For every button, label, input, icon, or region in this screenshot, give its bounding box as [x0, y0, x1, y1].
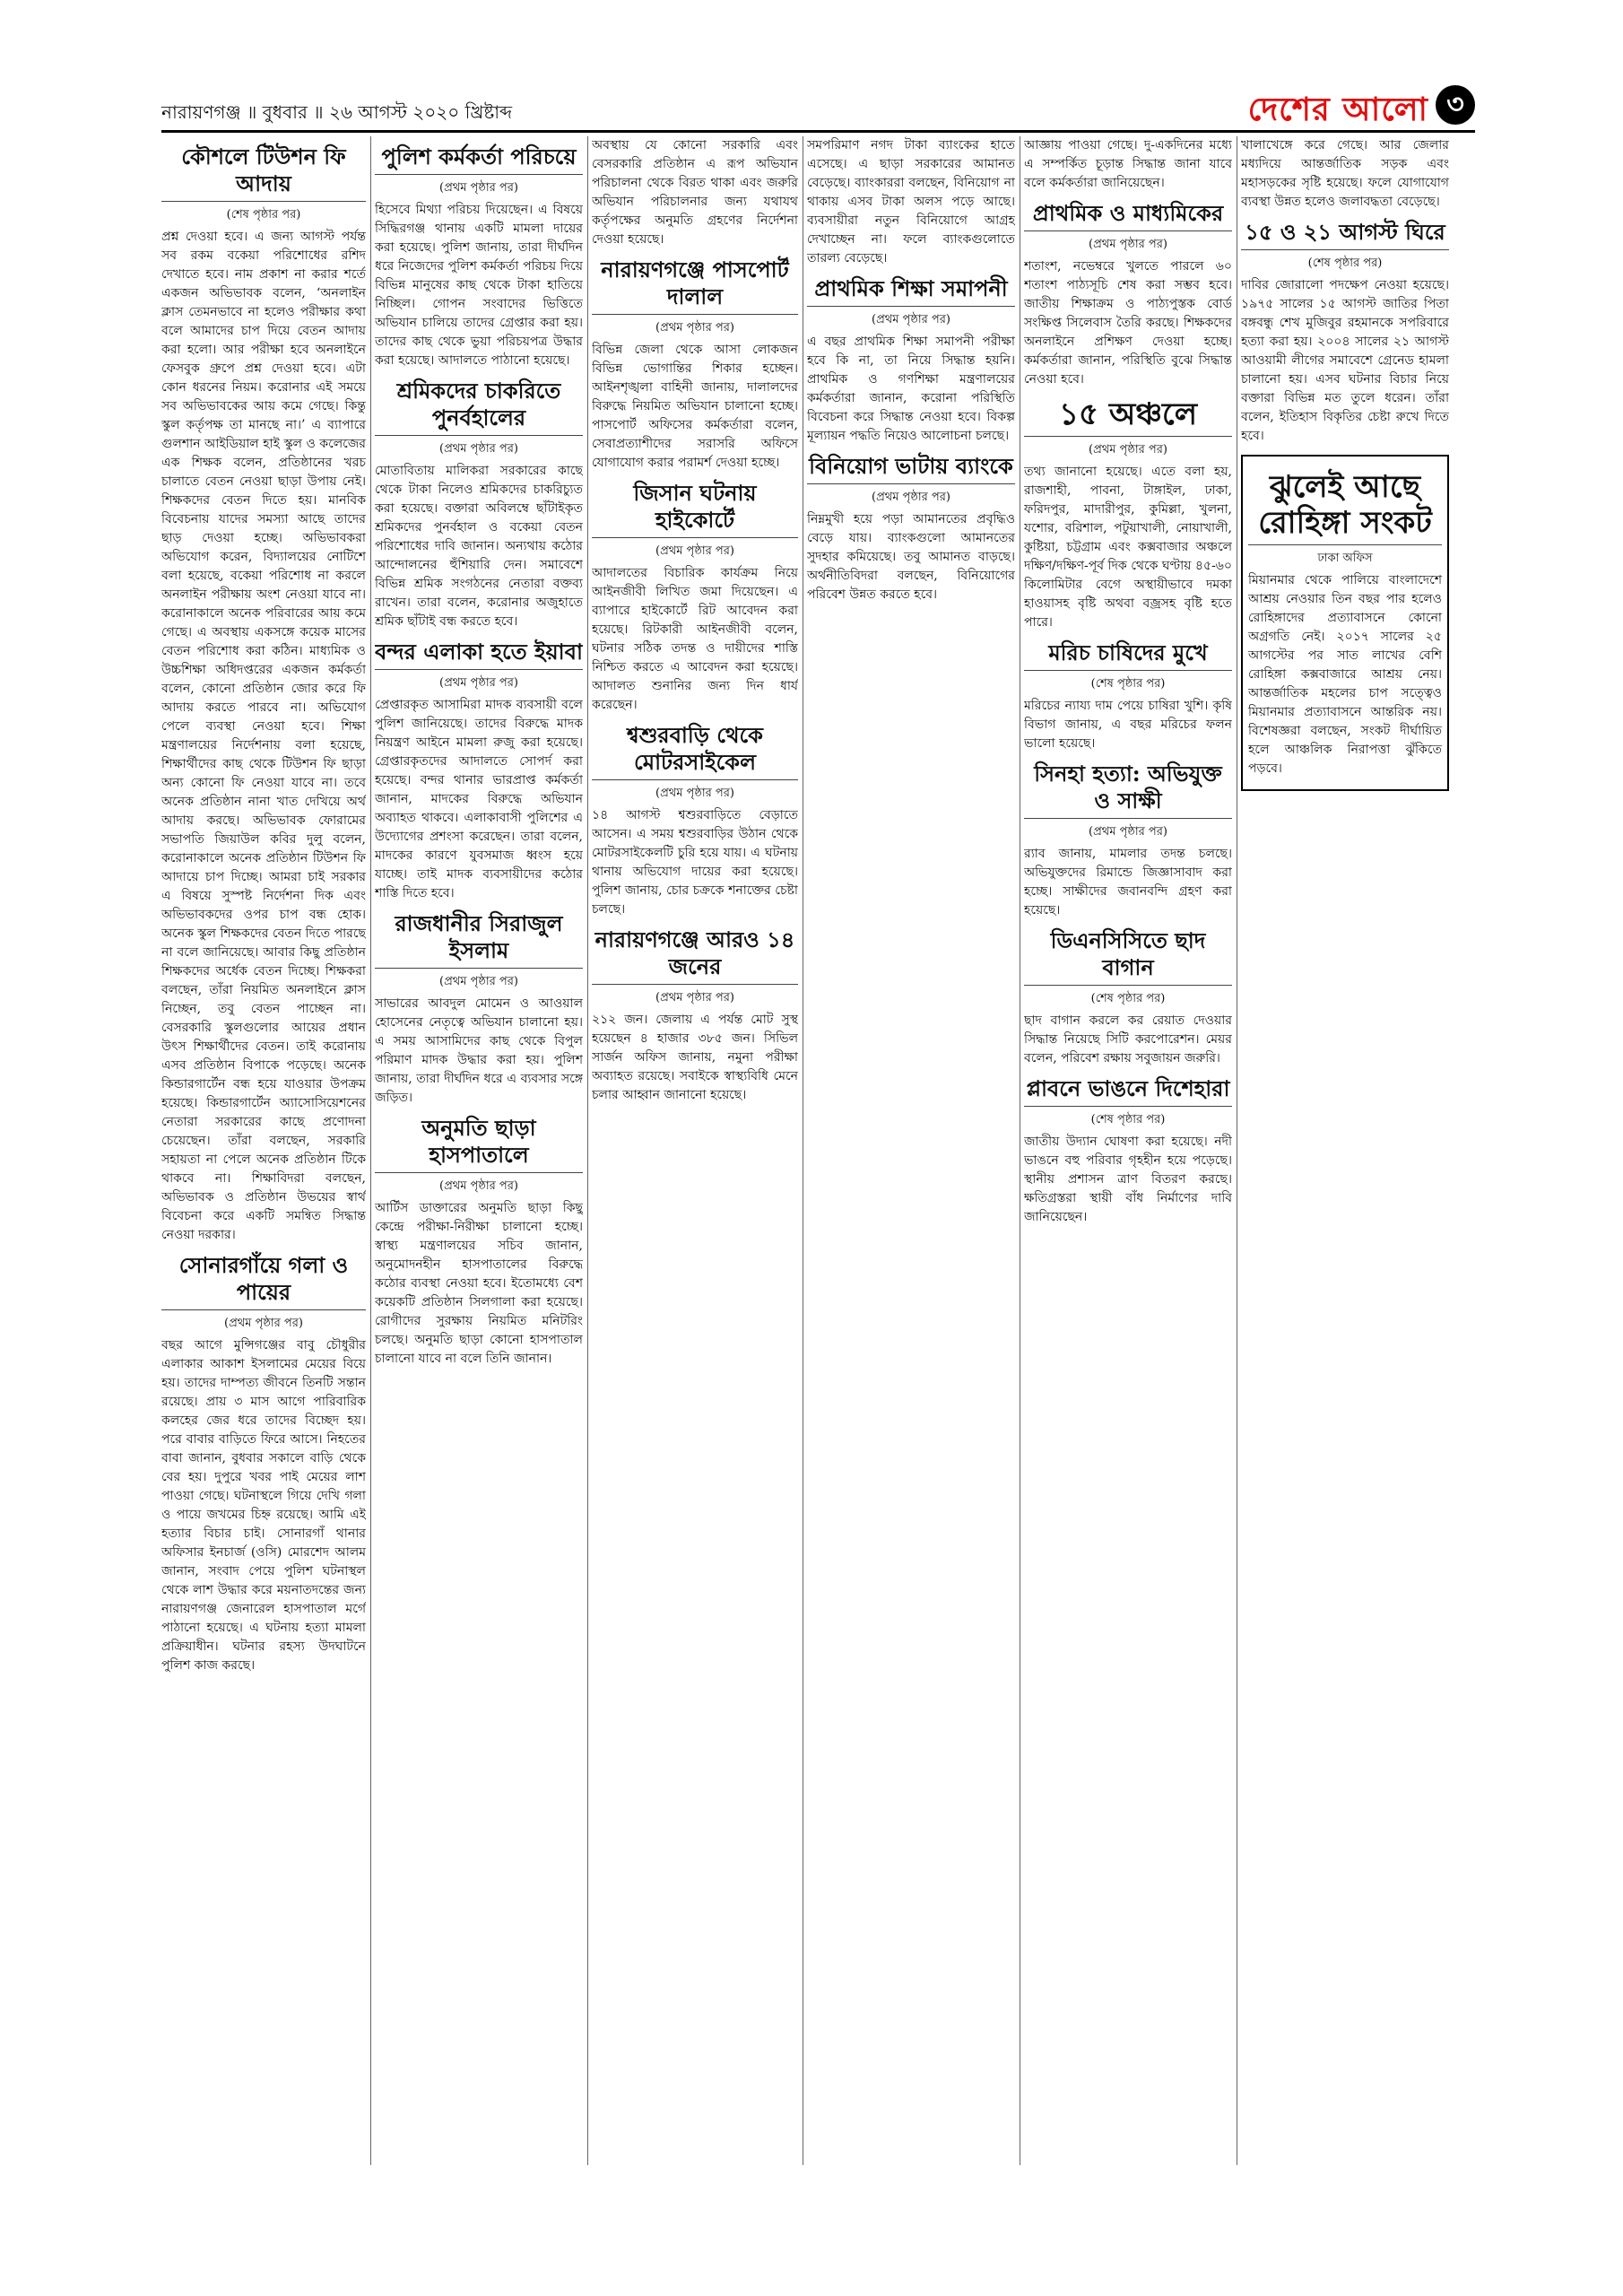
article-continuation-note: (প্রথম পৃষ্ঠার পর): [872, 313, 950, 326]
article-continuation-note: (প্রথম পৃষ্ঠার পর): [1089, 825, 1167, 839]
article-body: তথ্য জানানো হয়েছে। এতে বলা হয়, রাজশাহী, পাবনা, টাঙ্গাইল, ঢাকা, ফরিদপুর, মাদারীপুর, কুমিল্লা, খুলনা, যশোর, বরিশাল, পটুয়াখালী, নোয়াখালী, কুষ্টিয়া, চট্টগ্রাম এবং কক্সবাজার অঞ্চলে দক্ষিণ/দক্ষিণ-পূর্ব দিক থেকে ঘণ্টায় ৪৫-৬০ কিলোমিটার বেগে অস্থায়ীভাবে দমকা হাওয়াসহ বৃষ্টি অথবা বজ্রসহ বৃষ্টি হতে পারে।: [1024, 465, 1232, 630]
article-continuation-note: (প্রথম পৃষ্ঠার পর): [655, 787, 734, 800]
article: [1241, 136, 1449, 212]
article-headline: বন্দর এলাকা হতে ইয়াবা: [375, 639, 583, 670]
article-continuation-note: (প্রথম পৃষ্ঠার পর): [872, 491, 950, 504]
article-body: হিসেবে মিথ্যা পরিচয় দিয়েছেন। এ বিষয়ে সিদ্ধিরগঞ্জ থানায় একটি মামলা দায়ের করা হয়েছে। পুলিশ জানায়, তারা দীর্ঘদিন ধরে নিজেদের পুলিশ কর্মকর্তা পরিচয় দিয়ে বিভিন্ন মানুষের কাছ থেকে টাকা হাতিয়ে নিচ্ছিল। গোপন সংবাদের ভিত্তিতে অভিযান চালিয়ে তাদের গ্রেপ্তার করা হয়। তাদের কাছ থেকে ভুয়া পরিচয়পত্র উদ্ধার করা হয়েছে। আদালতে পাঠানো হয়েছে।: [375, 203, 583, 368]
date-line: নারায়ণগঞ্জ ॥ বুধবার ॥ ২৬ আগস্ট ২০২০ খ্রিষ্টাব্দ: [161, 101, 513, 123]
article-continuation-note: (প্রথম পৃষ্ঠার পর): [655, 991, 734, 1004]
article: [1024, 1075, 1232, 1227]
article-continuation-note: (প্রথম পৃষ্ঠার পর): [439, 975, 518, 988]
article-body: সাভারের আবদুল মোমেন ও আওয়াল হোসেনের নেতৃত্বে অভিযান চালানো হয়। এ সময় আসামিদের কাছ থেকে বিপুল পরিমাণ মাদক উদ্ধার করা হয়। পুলিশ জানায়, তারা দীর্ঘদিন ধরে এ ব্যবসার সঙ্গে জড়িত।: [375, 996, 583, 1105]
article-body: সমপরিমাণ নগদ টাকা ব্যাংকের হাতে এসেছে। এ ছাড়া সরকারের আমানত বেড়েছে। ব্যাংকাররা বলছেন, বিনিয়োগ না থাকায় এসব টাকা অলস পড়ে আছে। ব্যবসায়ীরা নতুন বিনিয়োগে আগ্রহ দেখাচ্ছেন না। ফলে ব্যাংকগুলোতে তারল্য বেড়েছে।: [807, 138, 1015, 265]
column-3: [592, 136, 798, 2165]
column-6: [1241, 136, 1449, 2165]
article: [375, 144, 583, 370]
article-headline: প্রাথমিক ও মাধ্যমিকের: [1024, 200, 1232, 231]
article: [592, 257, 798, 473]
article: [592, 136, 798, 249]
article-headline: নারায়ণগঞ্জে আরও ১৪ জনের: [592, 926, 798, 985]
article-headline: মরিচ চাষিদের মুখে: [1024, 639, 1232, 671]
article-body: মরিচের ন্যায্য দাম পেয়ে চাষিরা খুশি। কৃষি বিভাগ জানায়, এ বছর মরিচের ফলন ভালো হয়েছে।: [1024, 699, 1232, 751]
article: [807, 275, 1015, 446]
article-continuation-note: ঢাকা অফিস: [1317, 552, 1373, 565]
article-body: ২১২ জন। জেলায় এ পর্যন্ত মোট সুস্থ হয়েছেন ৪ হাজার ৩৮৫ জন। সিভিল সার্জন অফিস জানায়, নমুনা পরীক্ষা অব্যাহত রয়েছে। সবাইকে স্বাস্থ্যবিধি মেনে চলার আহ্বান জানানো হয়েছে।: [592, 1013, 798, 1102]
article-headline: ঝুলেই আছে রোহিঙ্গা সংকট: [1248, 469, 1442, 545]
article-headline: ডিএনসিসিতে ছাদ বাগান: [1024, 927, 1232, 986]
article-body: দাবির জোরালো পদক্ষেপ নেওয়া হয়েছে। ১৯৭৫ সালের ১৫ আগস্ট জাতির পিতা বঙ্গবন্ধু শেখ মুজিবুর রহমানকে সপরিবারে হত্যা করা হয়। ২০০৪ সালের ২১ আগস্ট আওয়ামী লীগের সমাবেশে গ্রেনেড হামলা চালানো হয়। এসব ঘটনার বিচার নিয়ে বক্তারা বিভিন্ন মত তুলে ধরেন। তাঁরা বলেন, ইতিহাস বিকৃতির চেষ্টা রুখে দিতে হবে।: [1241, 278, 1449, 443]
article-headline: পুলিশ কর্মকর্তা পরিচয়ে: [375, 144, 583, 175]
article-body: মিয়ানমার থেকে পালিয়ে বাংলাদেশে আশ্রয় নেওয়ার তিন বছর পার হলেও রোহিঙ্গাদের প্রত্যাবাসনে কোনো অগ্রগতি নেই। ২০১৭ সালের ২৫ আগস্টের পর সাত লাখের বেশি রোহিঙ্গা কক্সবাজারে আশ্রয় নেয়। আন্তর্জাতিক মহলের চাপ সত্ত্বেও মিয়ানমার প্রত্যাবাসনে আন্তরিক নয়। বিশেষজ্ঞরা বলছেন, সংকট দীর্ঘায়িত হলে আঞ্চলিক নিরাপত্তা ঝুঁকিতে পড়বে।: [1248, 573, 1442, 776]
article-body: খালাখেঙ্গে করে গেছে। আর জেলার মধ্যদিয়ে আন্তর্জাতিক সড়ক এবং মহাসড়কের সৃষ্টি হয়েছে। ফলে যোগাযোগ ব্যবস্থা উন্নত হলেও জলাবদ্ধতা বেড়েছে।: [1241, 138, 1449, 209]
article-headline: প্রাথমিক শিক্ষা সমাপনী: [807, 275, 1015, 307]
article-headline: ১৫ অঞ্চলে: [1024, 396, 1232, 437]
article-body: আদালতের বিচারিক কার্যক্রম নিয়ে আইনজীবী লিখিত জমা দিয়েছেন। এ ব্যাপারে হাইকোর্টে রিট আবেদন করা হয়েছে। রিটকারী আইনজীবী বলেন, ঘটনার সঠিক তদন্ত ও দায়ীদের শাস্তি নিশ্চিত করতে এ আবেদন করা হয়েছে। আদালত শুনানির জন্য দিন ধার্য করেছেন।: [592, 566, 798, 712]
article-headline: ১৫ ও ২১ আগস্ট ঘিরে: [1241, 219, 1449, 250]
article-continuation-note: (প্রথম পৃষ্ঠার পর): [655, 321, 734, 335]
article-body: বিভিন্ন জেলা থেকে আসা লোকজন বিভিন্ন ভোগান্তির শিকার হচ্ছেন। আইনশৃঙ্খলা বাহিনী জানায়, দালালদের বিরুদ্ধে নিয়মিত অভিযান চালানো হচ্ছে। পাসপোর্ট অফিসের কর্মকর্তারা বলেন, সেবাপ্রত্যাশীদের সরাসরি অফিসে যোগাযোগ করার পরামর্শ দেওয়া হচ্ছে।: [592, 343, 798, 470]
newspaper-logo: দেশের আলো: [1247, 91, 1428, 128]
article-body: শতাংশ, নভেম্বরে খুলতে পারলে ৬০ শতাংশ পাঠ্যসূচি শেষ করা সম্ভব হবে। জাতীয় শিক্ষাক্রম ও পাঠ্যপুস্তক বোর্ড সংক্ষিপ্ত সিলেবাস তৈরি করছে। শিক্ষকদের অনলাইনে প্রশিক্ষণ দেওয়া হচ্ছে। কর্মকর্তারা জানান, পরিস্থিতি বুঝে সিদ্ধান্ত নেওয়া হবে।: [1024, 259, 1232, 387]
article-body: ছাদ বাগান করলে কর রেয়াত দেওয়ার সিদ্ধান্ত নিয়েছে সিটি করপোরেশন। মেয়র বলেন, পরিবেশ রক্ষায় সবুজায়ন জরুরি।: [1024, 1013, 1232, 1065]
article-body: প্রেপ্তারকৃত আসামিরা মাদক ব্যবসায়ী বলে পুলিশ জানিয়েছে। তাদের বিরুদ্ধে মাদক নিয়ন্ত্রণ আইনে মামলা রুজু করা হয়েছে। গ্রেপ্তারকৃতদের আদালতে সোপর্দ করা হয়েছে। বন্দর থানার ভারপ্রাপ্ত কর্মকর্তা জানান, মাদকের বিরুদ্ধে অভিযান অব্যাহত থাকবে। এলাকাবাসী পুলিশের এ উদ্যোগের প্রশংসা করেছেন। তারা বলেন, মাদকের কারণে যুবসমাজ ধ্বংস হয়ে যাচ্ছে। তাই মাদক ব্যবসায়ীদের কঠোর শাস্তি দিতে হবে।: [375, 698, 583, 900]
article-headline: নারায়ণগঞ্জে পাসপোর্ট দালাল: [592, 257, 798, 315]
article-continuation-note: (শেষ পৃষ্ঠার পর): [226, 208, 301, 222]
article-body: আর্টিস ডাক্তারের অনুমতি ছাড়া কিছু কেন্দ্রে পরীক্ষা-নিরীক্ষা চালানো হচ্ছে। স্বাস্থ্য মন্ত্রণালয়ের সচিব জানান, অনুমোদনহীন হাসপাতালের বিরুদ্ধে কঠোর ব্যবস্থা নেওয়া হবে। ইতোমধ্যে বেশ কয়েকটি প্রতিষ্ঠান সিলগালা করা হয়েছে। রোগীদের সুরক্ষায় নিয়মিত মনিটরিং চলছে। অনুমতি ছাড়া কোনো হাসপাতাল চালানো যাবে না বলে তিনি জানান।: [375, 1201, 583, 1366]
article: [807, 136, 1015, 268]
article: [1024, 396, 1232, 632]
article-continuation-note: (প্রথম পৃষ্ঠার পর): [1089, 443, 1167, 457]
article: [807, 453, 1015, 604]
column-5: [1024, 136, 1232, 2165]
column-divider: [370, 136, 371, 2165]
article: [1024, 136, 1232, 193]
article: [1024, 200, 1232, 389]
article: [1241, 219, 1449, 446]
article-body: ১৪ আগস্ট শ্বশুরবাড়িতে বেড়াতে আসেন। এ সময় শ্বশুরবাড়ির উঠান থেকে মোটরসাইকেলটি চুরি হয়ে যায়। এ ঘটনায় থানায় অভিযোগ দায়ের করা হয়েছে। পুলিশ জানায়, চোর চক্রকে শনাক্তের চেষ্টা চলছে।: [592, 808, 798, 917]
masthead: [161, 85, 1475, 133]
article-headline: প্লাবনে ভাঙনে দিশেহারা: [1024, 1075, 1232, 1107]
article-continuation-note: (প্রথম পৃষ্ঠার পর): [439, 181, 518, 195]
article-body: অবস্থায় যে কোনো সরকারি এবং বেসরকারি প্রতিষ্ঠান এ রূপ অভিযান পরিচালনা থেকে বিরত থাকা এবং জরুরি অভিযান পরিচালনার জন্য যথাযথ কর্তৃপক্ষের অনুমতি গ্রহণের নির্দেশনা দেওয়া হয়েছে।: [592, 138, 798, 247]
article: [161, 144, 366, 1245]
article-continuation-note: (শেষ পৃষ্ঠার পর): [1307, 257, 1383, 270]
article-continuation-note: (প্রথম পৃষ্ঠার পর): [655, 544, 734, 558]
article-continuation-note: (শেষ পৃষ্ঠার পর): [1090, 1113, 1166, 1126]
article-continuation-note: (শেষ পৃষ্ঠার পর): [1090, 677, 1166, 691]
column-divider: [587, 136, 588, 2165]
article: [1024, 761, 1232, 920]
article: [375, 378, 583, 631]
article-continuation-note: (শেষ পৃষ্ঠার পর): [1090, 992, 1166, 1005]
article: [1241, 455, 1449, 791]
article-body: মোতাবিতায় মালিকরা সরকারের কাছে থেকে টাকা নিলেও শ্রমিকদের চাকরিচ্যুত করা হয়েছে। বক্তারা অবিলম্বে ছাঁটাইকৃত শ্রমিকদের পুনর্বহাল ও বকেয়া বেতন পরিশোধের দাবি জানান। অন্যথায় কঠোর আন্দোলনের হুঁশিয়ারি দেন। সমাবেশে বিভিন্ন শ্রমিক সংগঠনের নেতারা বক্তব্য রাখেন। তারা বলেন, করোনার অজুহাতে শ্রমিক ছাঁটাই বন্ধ করতে হবে।: [375, 464, 583, 629]
article-headline: বিনিয়োগ ভাটায় ব্যাংকে: [807, 453, 1015, 484]
article-headline: সোনারগাঁয়ে গলা ও পায়ের: [161, 1252, 366, 1310]
article: [592, 926, 798, 1105]
article-headline: সিনহা হত্যা: অভিযুক্ত ও সাক্ষী: [1024, 761, 1232, 819]
article-continuation-note: (প্রথম পৃষ্ঠার পর): [1089, 238, 1167, 251]
article-headline: শ্বশুরবাড়ি থেকে মোটরসাইকেল: [592, 722, 798, 780]
article-body: জাতীয় উদ্যান ঘোষণা করা হয়েছে। নদী ভাঙনে বহু পরিবার গৃহহীন হয়ে পড়েছে। স্থানীয় প্রশাসন ত্রাণ বিতরণ করছে। ক্ষতিগ্রস্তরা স্থায়ী বাঁধ নির্মাণের দাবি জানিয়েছেন।: [1024, 1135, 1232, 1224]
article-continuation-note: (প্রথম পৃষ্ঠার পর): [439, 1179, 518, 1193]
article: [161, 1252, 366, 1675]
article: [375, 910, 583, 1108]
column-1: [161, 136, 366, 2165]
column-2: [375, 136, 583, 2165]
article-body: প্রশ্ন দেওয়া হবে। এ জন্য আগস্ট পর্যন্ত সব রকম বকেয়া পরিশোধের রশিদ দেখাতে হবে। নাম প্রকাশ না করার শর্তে একজন অভিভাবক বলেন, ‘অনলাইন ক্লাস তেমনভাবে না হলেও পরীক্ষার কথা বলে আমাদের চাপ দিয়ে বেতন আদায় করা হলো। আর পরীক্ষা হবে অনলাইনে ফেসবুক গ্রুপে প্রশ্ন দেওয়া হবে। এটা কোন ধরনের নিয়ম। করোনার এই সময়ে সব অভিভাবকের আয় কমে গেছে। কিন্তু স্কুল কর্তৃপক্ষ তা মানছে না।’ এ ব্যাপারে গুলশান আইডিয়াল হাই স্কুল ও কলেজের এক শিক্ষক বলেন, প্রতিষ্ঠানের খরচ চালাতে বেতন নেওয়া ছাড়া উপায় নেই। শিক্ষকদের বেতন দিতে হয়। মানবিক বিবেচনায় যাদের সমস্যা আছে তাদের ছাড় দেওয়া হচ্ছে। অভিভাবকরা অভিযোগ করেন, বিদ্যালয়ের নোটিশে বলা হয়েছে, বকেয়া পরিশোধ না করলে অনলাইন পরীক্ষায় অংশ নেওয়া যাবে না। করোনাকালে অনেক পরিবারের আয় কমে গেছে। এ অবস্থায় একসঙ্গে কয়েক মাসের বেতন পরিশোধ করা কঠিন। মাধ্যমিক ও উচ্চশিক্ষা অধিদপ্তরের একজন কর্মকর্তা বলেন, কোনো প্রতিষ্ঠান জোর করে ফি আদায় করতে পারবে না। অভিযোগ পেলে ব্যবস্থা নেওয়া হবে। শিক্ষা মন্ত্রণালয়ের নির্দেশনায় বলা হয়েছে, শিক্ষার্থীদের কাছ থেকে টিউশন ফি ছাড়া অন্য কোনো ফি নেওয়া যাবে না। তবে অনেক প্রতিষ্ঠান নানা খাত দেখিয়ে অর্থ আদায় করছে। অভিভাবক ফোরামের সভাপতি জিয়াউল কবির দুলু বলেন, করোনাকালে অনেক প্রতিষ্ঠান টিউশন ফি আদায়ে চাপ দিচ্ছে। আমরা চাই সরকার এ বিষয়ে সুস্পষ্ট নির্দেশনা দিক এবং অভিভাবকদের ওপর চাপ বন্ধ হোক। অনেক স্কুল শিক্ষকদের বেতন দিতে পারছে না বলে জানিয়েছে। আবার কিছু প্রতিষ্ঠান শিক্ষকদের অর্ধেক বেতন দিচ্ছে। শিক্ষকরা বলছেন, তাঁরা নিয়মিত অনলাইনে ক্লাস নিচ্ছেন, তবু বেতন পাচ্ছেন না। বেসরকারি স্কুলগুলোর আয়ের প্রধান উৎস শিক্ষার্থীদের বেতন। তাই করোনায় এসব প্রতিষ্ঠান বিপাকে পড়েছে। অনেক কিন্ডারগার্টেন বন্ধ হয়ে যাওয়ার উপক্রম হয়েছে। কিন্ডারগার্টেন অ্যাসোসিয়েশনের নেতারা সরকারের কাছে প্রণোদনা চেয়েছেন। তাঁরা বলছেন, সরকারি সহায়তা না পেলে অনেক প্রতিষ্ঠান টিকে থাকবে না। শিক্ষাবিদরা বলছেন, অভিভাবক ও প্রতিষ্ঠান উভয়ের স্বার্থ বিবেচনা করে একটি সমন্বিত সিদ্ধান্ত নেওয়া দরকার।: [161, 230, 366, 1242]
article-headline: রাজধানীর সিরাজুল ইসলাম: [375, 910, 583, 969]
article: [1024, 927, 1232, 1068]
article: [592, 722, 798, 919]
article: [375, 639, 583, 903]
article-continuation-note: (প্রথম পৃষ্ঠার পর): [439, 442, 518, 456]
article-continuation-note: (প্রথম পৃষ্ঠার পর): [439, 676, 518, 690]
article: [592, 480, 798, 715]
article: [375, 1115, 583, 1369]
column-4: [807, 136, 1015, 2165]
article-body: নিম্নমুখী হয়ে পড়া আমানতের প্রবৃদ্ধিও বেড়ে যায়। ব্যাংকগুলো আমানতের সুদহার কমিয়েছে। তবু আমানত বাড়ছে। অর্থনীতিবিদরা বলছেন, বিনিয়োগের পরিবেশ উন্নত করতে হবে।: [807, 512, 1015, 602]
article-body: এ বছর প্রাথমিক শিক্ষা সমাপনী পরীক্ষা হবে কি না, তা নিয়ে সিদ্ধান্ত হয়নি। প্রাথমিক ও গণশিক্ষা মন্ত্রণালয়ের কর্মকর্তারা জানান, করোনা পরিস্থিতি বিবেচনা করে সিদ্ধান্ত নেওয়া হবে। বিকল্প মূল্যায়ন পদ্ধতি নিয়েও আলোচনা চলছে।: [807, 335, 1015, 443]
page-number: ৩: [1436, 85, 1475, 125]
article-headline: অনুমতি ছাড়া হাসপাতালে: [375, 1115, 583, 1173]
article-continuation-note: (প্রথম পৃষ্ঠার পর): [224, 1317, 303, 1330]
article-headline: কৌশলে টিউশন ফি আদায়: [161, 144, 366, 202]
article-body: আজ্ঞায় পাওয়া গেছে। দু-একদিনের মধ্যে এ সম্পর্কিত চূড়ান্ত সিদ্ধান্ত জানা যাবে বলে কর্মকর্তারা জানিয়েছেন।: [1024, 138, 1232, 190]
article: [1024, 639, 1232, 753]
article-headline: শ্রমিকদের চাকরিতে পুনর্বহালের: [375, 378, 583, 436]
article-body: বছর আগে মুন্সিগঞ্জের বাবু চৌধুরীর এলাকার আকাশ ইসলামের মেয়ের বিয়ে হয়। তাদের দাম্পত্য জীবনে তিনটি সন্তান রয়েছে। প্রায় ৩ মাস আগে পারিবারিক কলহের জের ধরে তাদের বিচ্ছেদ হয়। পরে বাবার বাড়িতে ফিরে আসে। নিহতের বাবা জানান, বুধবার সকালে বাড়ি থেকে বের হয়। দুপুরে খবর পাই মেয়ের লাশ পাওয়া গেছে। ঘটনাস্থলে গিয়ে দেখি গলা ও পায়ে জখমের চিহ্ন রয়েছে। আমি এই হত্যার বিচার চাই। সোনারগাঁ থানার অফিসার ইনচার্জ (ওসি) মোরশেদ আলম জানান, সংবাদ পেয়ে পুলিশ ঘটনাস্থল থেকে লাশ উদ্ধার করে ময়নাতদন্তের জন্য নারায়ণগঞ্জ জেনারেল হাসপাতাল মর্গে পাঠানো হয়েছে। এ ঘটনায় হত্যা মামলা প্রক্রিয়াধীন। ঘটনার রহস্য উদঘাটনে পুলিশ কাজ করছে।: [161, 1338, 366, 1673]
article-headline: জিসান ঘটনায় হাইকোর্টে: [592, 480, 798, 538]
article-body: র‍্যাব জানায়, মামলার তদন্ত চলছে। অভিযুক্তদের রিমান্ডে জিজ্ঞাসাবাদ করা হচ্ছে। সাক্ষীদের জবানবন্দি গ্রহণ করা হয়েছে।: [1024, 847, 1232, 918]
